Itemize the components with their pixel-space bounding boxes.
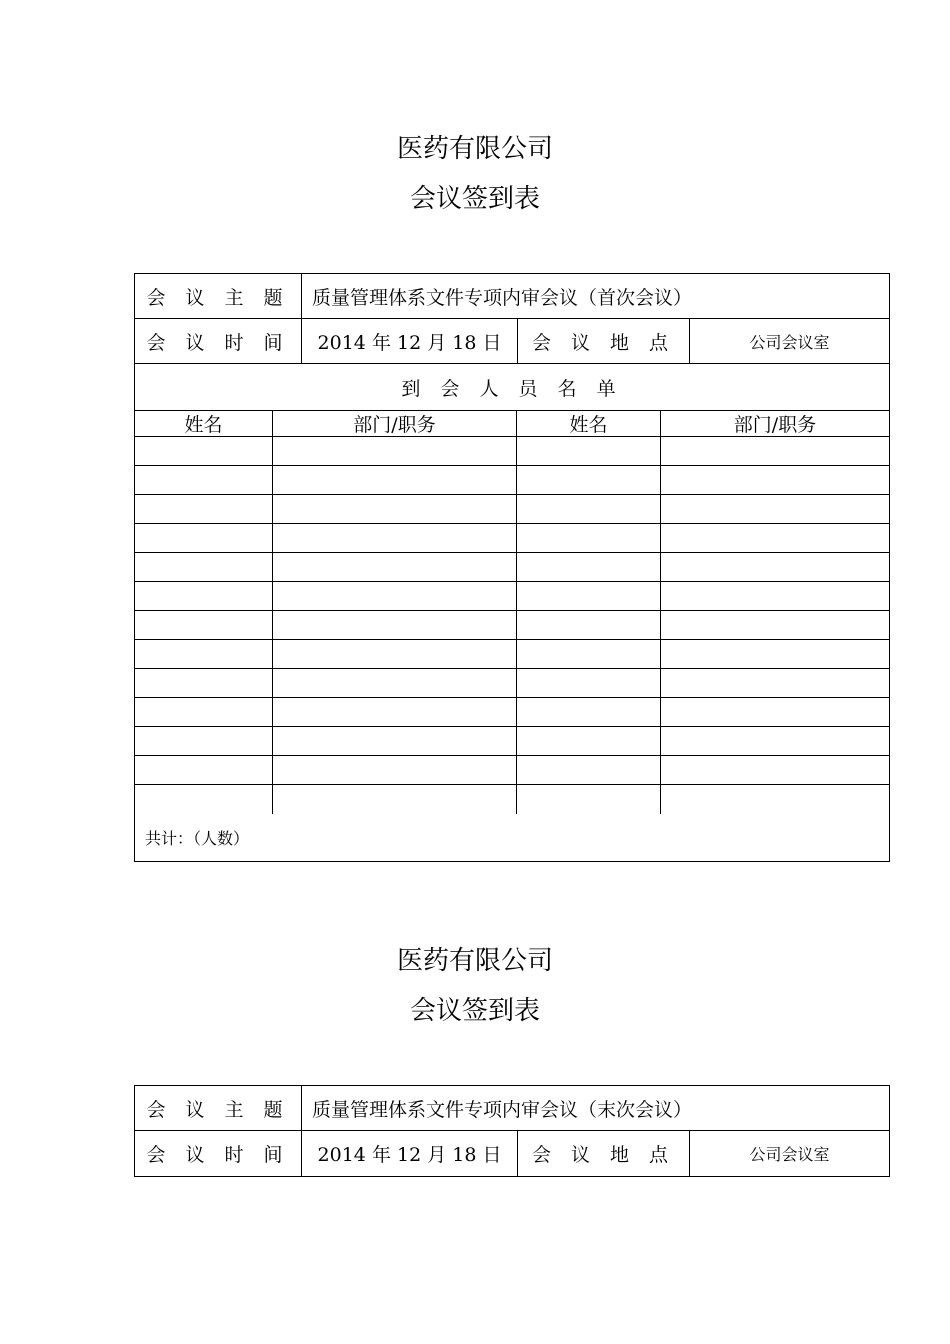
department-cell[interactable] bbox=[273, 437, 517, 465]
topic-label: 会 议 主 题 bbox=[135, 1086, 302, 1130]
department-cell[interactable] bbox=[661, 640, 889, 668]
attendee-row bbox=[135, 727, 889, 756]
topic-row bbox=[135, 274, 889, 319]
name-cell[interactable] bbox=[517, 611, 661, 639]
section1-title-block bbox=[0, 133, 950, 215]
name-cell[interactable] bbox=[135, 495, 273, 523]
name-cell[interactable] bbox=[517, 582, 661, 610]
signin-table-first-meeting bbox=[134, 273, 890, 862]
company-name: 医药有限公司 bbox=[396, 946, 553, 976]
name-cell[interactable] bbox=[517, 437, 661, 465]
topic-value: 质量管理体系文件专项内审会议（首次会议） bbox=[312, 286, 693, 309]
department-cell[interactable] bbox=[273, 698, 517, 726]
total-row bbox=[135, 814, 889, 860]
department-cell[interactable] bbox=[661, 582, 889, 610]
department-cell[interactable] bbox=[273, 785, 517, 814]
name-cell[interactable] bbox=[135, 756, 273, 784]
col-dept-1: 部门/职务 bbox=[273, 411, 517, 436]
time-location-row bbox=[135, 319, 889, 364]
department-cell[interactable] bbox=[661, 611, 889, 639]
form-title: 会议签到表 bbox=[409, 184, 540, 214]
name-cell[interactable] bbox=[517, 669, 661, 697]
name-cell[interactable] bbox=[135, 437, 273, 465]
attendee-row bbox=[135, 640, 889, 669]
topic-label: 会 议 主 题 bbox=[135, 274, 302, 318]
col-name-2: 姓名 bbox=[517, 411, 661, 436]
form-title: 会议签到表 bbox=[409, 996, 540, 1026]
attendee-row bbox=[135, 611, 889, 640]
name-cell[interactable] bbox=[135, 611, 273, 639]
name-cell[interactable] bbox=[135, 466, 273, 494]
name-cell[interactable] bbox=[517, 756, 661, 784]
column-header-row bbox=[135, 411, 889, 437]
total-label: 共计：（人数） bbox=[145, 828, 250, 848]
department-cell[interactable] bbox=[273, 727, 517, 755]
attendee-list-title: 到 会 人 员 名 单 bbox=[401, 377, 623, 400]
location-label: 会 议 地 点 bbox=[518, 1131, 690, 1176]
name-cell[interactable] bbox=[517, 524, 661, 552]
attendee-rows bbox=[135, 437, 889, 814]
col-name-1: 姓名 bbox=[135, 411, 273, 436]
name-cell[interactable] bbox=[135, 553, 273, 581]
department-cell[interactable] bbox=[273, 495, 517, 523]
department-cell[interactable] bbox=[661, 466, 889, 494]
name-cell[interactable] bbox=[517, 495, 661, 523]
topic-value: 质量管理体系文件专项内审会议（末次会议） bbox=[312, 1098, 693, 1121]
name-cell[interactable] bbox=[517, 727, 661, 755]
name-cell[interactable] bbox=[517, 466, 661, 494]
time-value: 2014 年 12 月 18 日 bbox=[302, 319, 518, 363]
department-cell[interactable] bbox=[661, 727, 889, 755]
name-cell[interactable] bbox=[517, 553, 661, 581]
department-cell[interactable] bbox=[273, 553, 517, 581]
topic-row bbox=[135, 1086, 889, 1131]
attendee-row bbox=[135, 437, 889, 466]
attendee-row bbox=[135, 698, 889, 727]
time-value: 2014 年 12 月 18 日 bbox=[302, 1131, 518, 1176]
time-location-row bbox=[135, 1131, 889, 1176]
location-value: 公司会议室 bbox=[749, 332, 830, 352]
attendee-row bbox=[135, 553, 889, 582]
name-cell[interactable] bbox=[135, 669, 273, 697]
company-name: 医药有限公司 bbox=[396, 134, 553, 164]
location-label: 会 议 地 点 bbox=[518, 319, 690, 363]
attendee-title-row bbox=[135, 364, 889, 411]
department-cell[interactable] bbox=[661, 785, 889, 814]
name-cell[interactable] bbox=[517, 785, 661, 814]
time-label: 会 议 时 间 bbox=[135, 319, 302, 363]
department-cell[interactable] bbox=[661, 495, 889, 523]
name-cell[interactable] bbox=[135, 698, 273, 726]
location-value: 公司会议室 bbox=[749, 1145, 830, 1164]
attendee-row bbox=[135, 524, 889, 553]
department-cell[interactable] bbox=[273, 582, 517, 610]
attendee-row bbox=[135, 582, 889, 611]
signin-table-last-meeting bbox=[134, 1085, 890, 1177]
department-cell[interactable] bbox=[273, 524, 517, 552]
department-cell[interactable] bbox=[661, 698, 889, 726]
department-cell[interactable] bbox=[273, 640, 517, 668]
name-cell[interactable] bbox=[135, 582, 273, 610]
attendee-row bbox=[135, 669, 889, 698]
department-cell[interactable] bbox=[661, 524, 889, 552]
attendee-row bbox=[135, 495, 889, 524]
attendee-row bbox=[135, 785, 889, 814]
department-cell[interactable] bbox=[273, 611, 517, 639]
department-cell[interactable] bbox=[661, 437, 889, 465]
name-cell[interactable] bbox=[517, 698, 661, 726]
department-cell[interactable] bbox=[273, 756, 517, 784]
section2-title-block bbox=[0, 945, 950, 1027]
name-cell[interactable] bbox=[135, 727, 273, 755]
department-cell[interactable] bbox=[661, 553, 889, 581]
name-cell[interactable] bbox=[135, 640, 273, 668]
time-label: 会 议 时 间 bbox=[135, 1131, 302, 1176]
department-cell[interactable] bbox=[273, 466, 517, 494]
name-cell[interactable] bbox=[135, 785, 273, 814]
attendee-row bbox=[135, 466, 889, 495]
name-cell[interactable] bbox=[135, 524, 273, 552]
department-cell[interactable] bbox=[273, 669, 517, 697]
department-cell[interactable] bbox=[661, 669, 889, 697]
col-dept-2: 部门/职务 bbox=[733, 414, 817, 436]
attendee-row bbox=[135, 756, 889, 785]
department-cell[interactable] bbox=[661, 756, 889, 784]
name-cell[interactable] bbox=[517, 640, 661, 668]
